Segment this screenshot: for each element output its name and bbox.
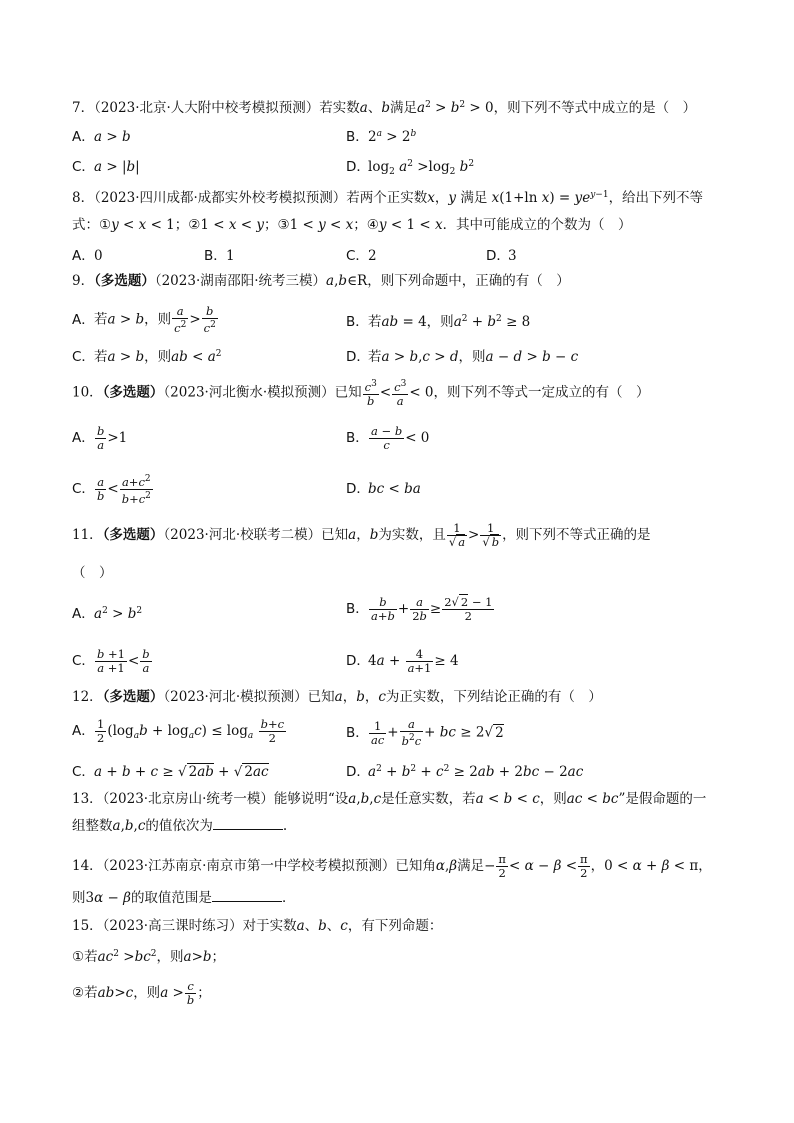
q11-option-c: C． $\frac{b +1}{a +1}$ < $\frac{b}{a}$: [72, 647, 150, 675]
q8-option-b: B．1: [204, 248, 235, 264]
q7-option-b: B．$2^a > 2^b$: [346, 129, 417, 145]
question-14-stem-cont: 则3α − β的取值范围是 ．: [72, 890, 296, 906]
q9-option-a: A．若a > b，则 $\frac{a}{c^2}$ > $\frac{b}{c^2}$: [72, 304, 216, 335]
question-9-stem: 9．（多选题）（2023·湖南邵阳·统考三模）a,b∈R，则下列命题中，正确的有（ ）: [72, 273, 570, 289]
q13-answer-blank[interactable]: [213, 817, 283, 830]
question-10-stem: 10．（多选题）（2023·河北衡水·模拟预测）已知 $\frac{c^3}{b}$ < $\frac{c^3}{a}$ < 0，则下列不等式一定成立的有（ ）: [72, 379, 650, 408]
question-15-stem: 15．（2023·高三课时练习）对于实数a、b、c，有下列命题：: [72, 918, 443, 934]
q8-option-c: C．2: [346, 248, 377, 264]
q15-proposition-1: ①若$ac^2 >bc^2$，则a>b；: [72, 949, 226, 965]
q10-option-c: C． $\frac{a}{b}$ < $\frac{a+c^2}{b+c^2}$: [72, 474, 151, 506]
q9-option-d: D．若a > b,c > d，则a − d > b − c: [346, 349, 579, 365]
q11-option-a: A．$a^2 > b^2$: [72, 606, 143, 622]
question-12-stem: 12．（多选题）（2023·河北·模拟预测）已知a，b，c为正实数，下列结论正确的有（ ）: [72, 689, 602, 705]
question-11-stem-cont: （ ）: [72, 565, 113, 581]
question-8-stem-cont: 式：①y < x < 1；②1 < x < y；③1 < y < x；④y < 1 < x．其中可能成立的个数为（ ）: [72, 217, 632, 233]
q12-option-b: B． $\frac{1}{ac}$ + $\frac{a}{b^2c}$ + bc ≥ 2√ 2: [346, 717, 504, 748]
question-13-stem: 13．（2023·北京房山·统考一模）能够说明“设a,b,c是任意实数，若a < b < c，则ac < bc”是假命题的一: [72, 791, 707, 807]
q11-option-b: B． $\frac{b}{a+b}$ + $\frac{a}{2b}$ ≥ $\frac{2√ 2 - 1}{2}$: [346, 595, 493, 623]
question-8-stem: 8．（2023·四川成都·成都实外校考模拟预测）若两个正实数x，y 满足 x(1+ln $x) = ye^{y-1}$，给出下列不等: [72, 190, 704, 206]
q15-proposition-2: ②若ab>c，则a > $\frac{c}{b}$ ；: [72, 979, 211, 1007]
q12-option-a: A． $\frac{1}{2}$ $(\log_ab + \log_ac) \le \log_a$ $\frac{b+c}{2}$: [72, 717, 285, 745]
question-7-stem: 7．（2023·北京·人大附中校考模拟预测）若实数a、b满足$a^2 > b^2 > 0$，则下列不等式中成立的是（ ）: [72, 100, 697, 116]
q12-option-c: C．a + b + c ≥ √ 2ab + √ 2ac: [72, 764, 269, 780]
q7-option-a: A．a > b: [72, 129, 131, 145]
question-14-stem: 14．（2023·江苏南京·南京市第一中学校考模拟预测）已知角α,β满足− $\frac{\pi}{2}$ < α − β < $\frac{\pi}{2}$ ，0 < α + β < π，: [72, 852, 712, 880]
q9-option-c: C．若a > b，则ab < $a^2$: [72, 349, 222, 365]
q10-option-d: D．bc < ba: [346, 481, 421, 497]
q14-answer-blank[interactable]: [212, 889, 282, 902]
q10-option-b: B． $\frac{a - b}{c}$ < 0: [346, 424, 430, 452]
q7-option-c: C．a > |b|: [72, 159, 140, 175]
q12-option-d: D．$a^2 + b^2 + c^2 \ge 2ab + 2bc - 2ac$: [346, 764, 584, 780]
q8-option-a: A．0: [72, 248, 103, 264]
q9-option-b: B．若ab = 4，则$a^2 + b^2 \ge 8$: [346, 314, 531, 330]
q11-option-d: D．4a + $\frac{4}{a+1}$ ≥ 4: [346, 647, 459, 675]
question-13-stem-cont: 组整数a,b,c的值依次为 .: [72, 818, 288, 834]
question-11-stem: 11．（多选题）（2023·河北·校联考二模）已知a，b为实数，且 $\frac{1}{√ a}$ > $\frac{1}{√ b}$ ，则下列不等式正确的是: [72, 521, 651, 549]
q8-option-d: D．3: [486, 248, 517, 264]
q10-option-a: A． $\frac{b}{a}$ >1: [72, 424, 128, 452]
q7-option-d: D．$\log_2 a^2 >\log_2$ $b^2$: [346, 159, 475, 177]
